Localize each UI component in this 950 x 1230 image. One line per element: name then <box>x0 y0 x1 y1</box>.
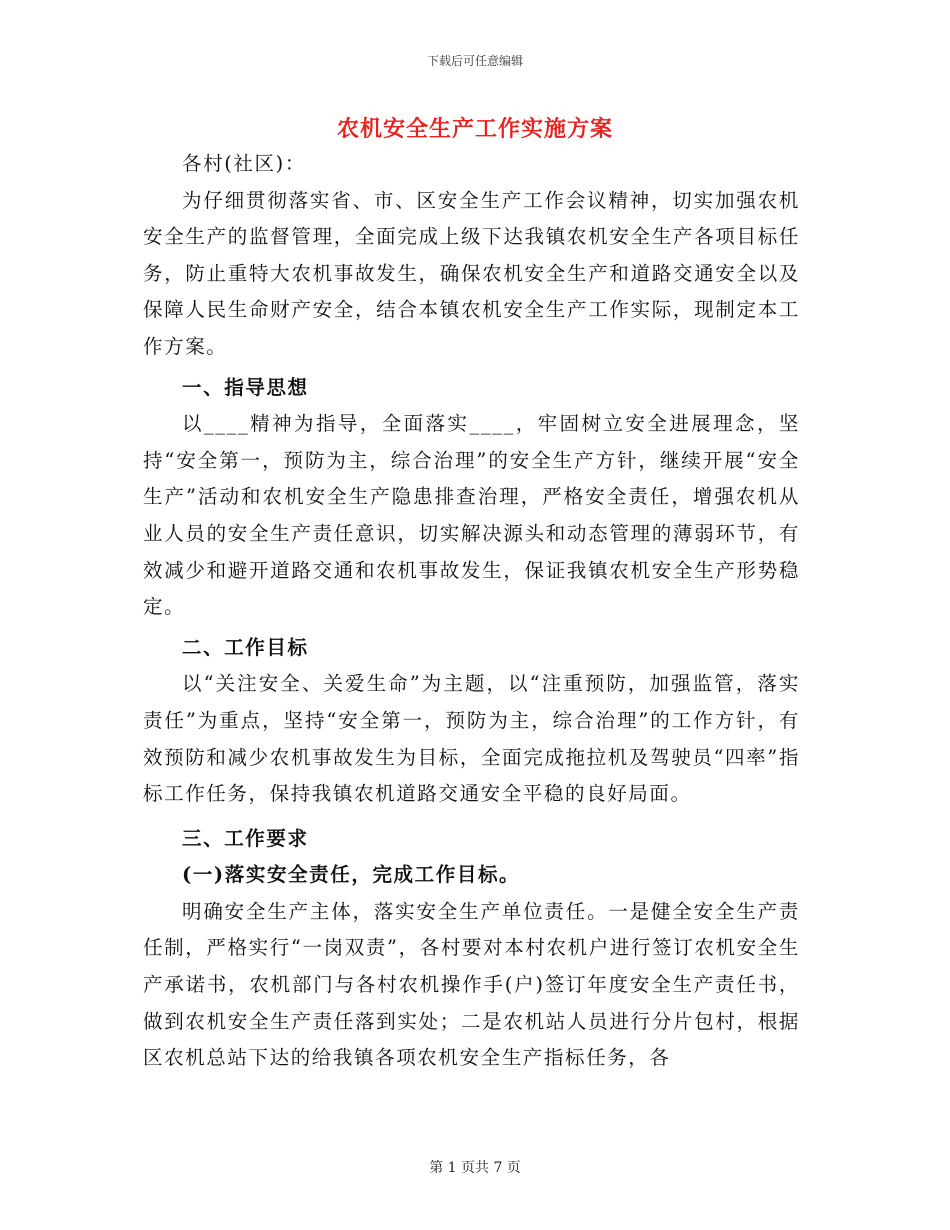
document-body <box>143 146 800 1077</box>
document-title: 农机安全生产工作实施方案 <box>336 116 613 142</box>
section-heading-guiding-ideology: 一、指导思想 <box>182 375 309 399</box>
intro-paragraph: 为仔细贯彻落实省、市、区安全生产工作会议精神，切实加强农机安全生产的监督管理，全面完成上级下达我镇农机安全生产各项目标任务，防止重特大农机事故发生，确保农机安全生产和道路交通安全以及保障人民生命财产安全，结合本镇农机安全生产工作实际，现制定本工作方案。 <box>143 188 800 358</box>
section-body-work-goals: 以“关注安全、关爱生命”为主题，以“注重预防，加强监管，落实责任”为重点，坚持“安全第一，预防为主，综合治理”的工作方针，有效预防和减少农机事故发生为目标，全面完成拖拉机及驾驶员“四率”指标工作任务，保持我镇农机道路交通安全平稳的良好局面。 <box>143 672 800 806</box>
page-footer: 第 1 页共 7 页 <box>429 1160 521 1176</box>
section-heading-work-goals: 二、工作目标 <box>182 635 309 659</box>
salutation: 各村(社区)： <box>182 152 306 175</box>
section-body-work-requirements: 明确安全生产主体，落实安全生产单位责任。一是健全安全生产责任制，严格实行“一岗双责”，各村要对本村农机户进行签订农机安全生产承诺书，农机部门与各村农机操作手(户)签订年度安全生产责任书，做到农机安全生产责任落到实处；二是农机站人员进行分片包村，根据区农机总站下达的给我镇各项农机安全生产指标任务，各 <box>143 899 800 1070</box>
section-heading-work-requirements: 三、工作要求 <box>182 826 309 850</box>
subsection-heading-responsibility: (一)落实安全责任，完成工作目标。 <box>182 863 521 887</box>
section-body-guiding-ideology: 以____精神为指导，全面落实____，牢固树立安全进展理念，坚持“安全第一，预防为主，综合治理”的安全生产方针，继续开展“安全生产”活动和农机安全生产隐患排查治理，严格安全责任，增强农机从业人员的安全生产责任意识，切实解决源头和动态管理的薄弱环节，有效减少和避开道路交通和农机事故发生，保证我镇农机安全生产形势稳定。 <box>143 412 800 619</box>
header-note: 下载后可任意编辑 <box>426 54 523 68</box>
